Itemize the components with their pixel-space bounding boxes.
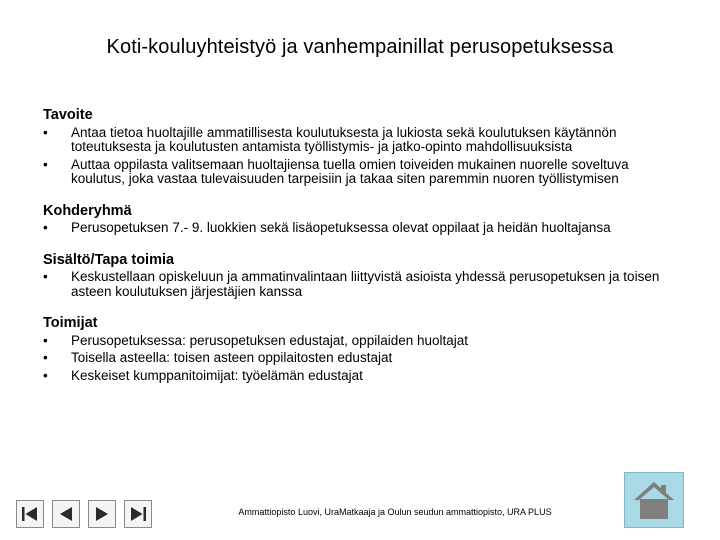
- list-item: • Keskeiset kumppanitoimijat: työelämän edustajat: [43, 369, 673, 384]
- bullet-list: [43, 334, 673, 384]
- section-heading: Tavoite: [43, 107, 93, 123]
- bullet-list: [43, 126, 673, 187]
- list-item: • Auttaa oppilasta valitsemaan huoltajiensa tuella omien toiveiden mukainen nuorelle soveltuva koulutus, joka vastaa tulevaisuuden tarpeisiin ja takaa siten paremmin nuoren työllistymisen: [43, 158, 673, 187]
- bullet-list: [43, 221, 673, 236]
- section-heading: Toimijat: [43, 315, 98, 331]
- next-slide-button[interactable]: [88, 500, 116, 528]
- list-item: • Antaa tietoa huoltajille ammatillisesta koulutuksesta ja lukiosta sekä koulutuksen käytännön toteutuksesta ja koulutusten antamista työllistymis- ja jatko-opinto mahdollisuuksista: [43, 126, 673, 155]
- section-tavoite: [43, 108, 673, 187]
- section-kohderyhma: [43, 204, 673, 236]
- first-icon: [20, 504, 40, 524]
- last-icon: [128, 504, 148, 524]
- list-item: • Perusopetuksen 7.- 9. luokkien sekä lisäopetuksessa olevat oppilaat ja heidän huoltajansa: [43, 221, 673, 236]
- slide-navigation: [16, 500, 152, 528]
- previous-slide-button[interactable]: [52, 500, 80, 528]
- bullet-list: [43, 270, 673, 299]
- section-toimijat: [43, 316, 673, 383]
- next-icon: [92, 504, 112, 524]
- section-sisalto: [43, 253, 673, 300]
- slide-title: Koti-kouluyhteistyö ja vanhempainillat perusopetuksessa: [106, 36, 614, 58]
- previous-icon: [56, 504, 76, 524]
- home-button[interactable]: [624, 472, 684, 528]
- footer-text: Ammattiopisto Luovi, UraMatkaaja ja Oulun seudun ammattiopisto, URA PLUS: [238, 507, 552, 517]
- section-heading: Sisältö/Tapa toimia: [43, 251, 175, 268]
- list-item: • Toisella asteella: toisen asteen oppilaitosten edustajat: [43, 351, 673, 366]
- home-icon: [631, 478, 677, 522]
- list-item: • Perusopetuksessa: perusopetuksen edustajat, oppilaiden huoltajat: [43, 334, 673, 349]
- list-item: • Keskustellaan opiskeluun ja ammatinvalintaan liittyvistä asioista yhdessä perusopetuksen ja toisen asteen koulutuksen järjestäjien kanssa: [43, 270, 673, 299]
- section-heading: Kohderyhmä: [43, 202, 132, 219]
- last-slide-button[interactable]: [124, 500, 152, 528]
- first-slide-button[interactable]: [16, 500, 44, 528]
- slide-content: [43, 108, 673, 400]
